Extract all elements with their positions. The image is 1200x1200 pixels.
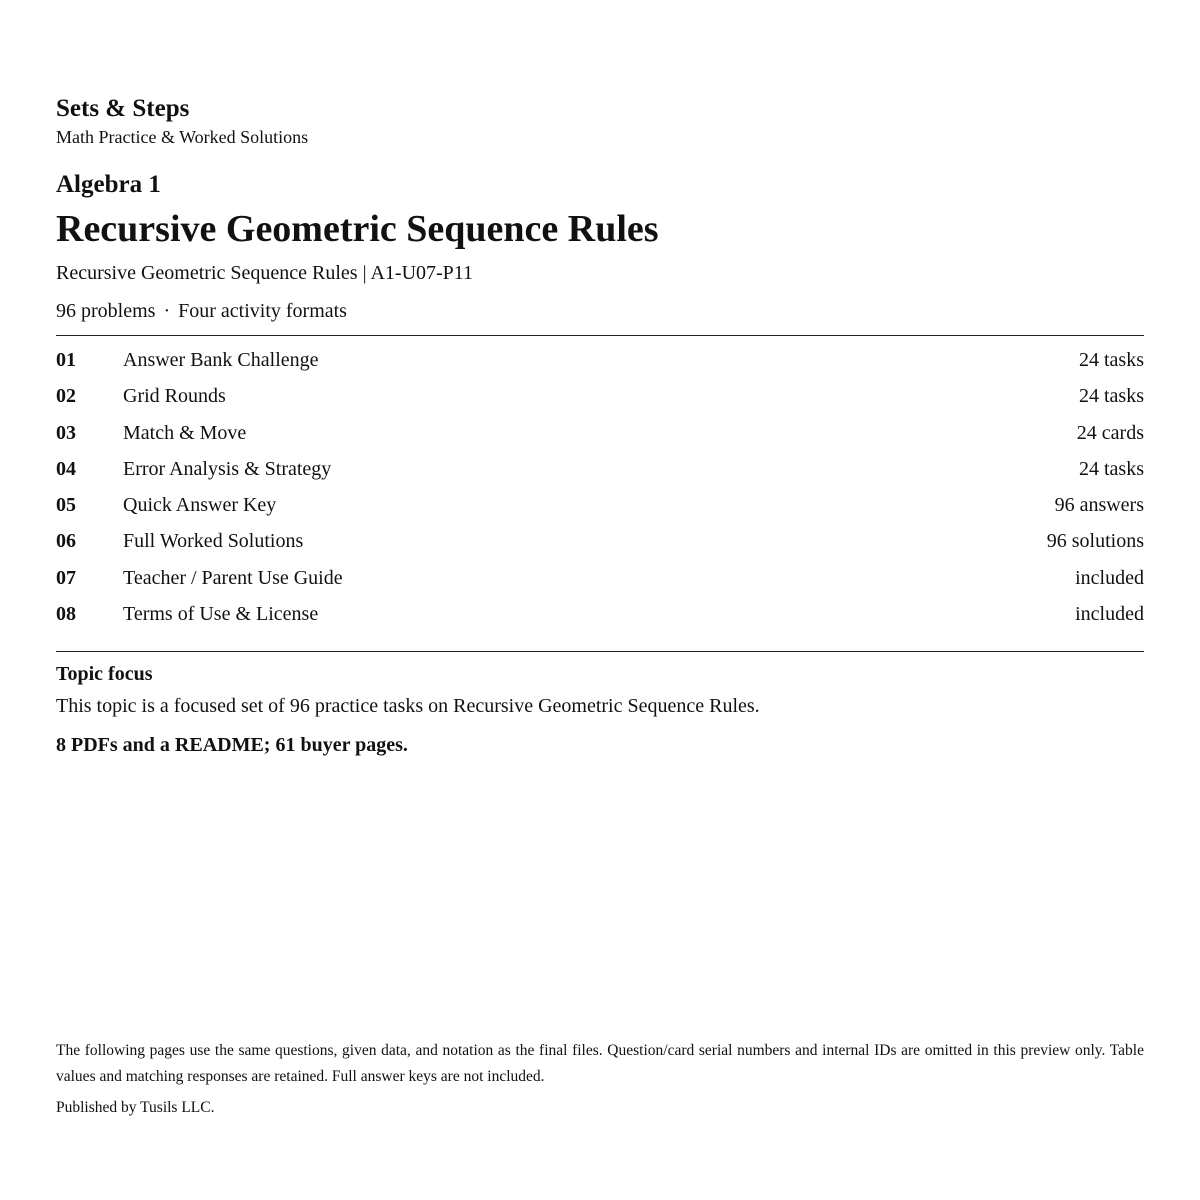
contents-row-title: Quick Answer Key — [123, 494, 277, 517]
contents-row-title: Terms of Use & License — [123, 603, 319, 626]
problem-count: 96 problems — [56, 300, 156, 322]
contents-row — [56, 378, 1144, 414]
contents-row-count: included — [1075, 603, 1144, 626]
contents-row-number: 08 — [56, 603, 76, 626]
brand-name: Sets & Steps — [56, 95, 190, 122]
contents-list — [56, 342, 1144, 632]
product-code-line: Recursive Geometric Sequence Rules | A1-U07-P11 — [56, 262, 474, 284]
brand-tagline: Math Practice & Worked Solutions — [56, 127, 309, 147]
contents-row-number: 06 — [56, 530, 76, 553]
contents-row-count: 96 solutions — [1046, 530, 1144, 553]
contents-row — [56, 451, 1144, 487]
contents-row-number: 03 — [56, 421, 76, 444]
product-preview-page — [56, 0, 1144, 1200]
contents-row-count: 24 tasks — [1079, 457, 1144, 480]
contents-row-title: Grid Rounds — [123, 385, 226, 408]
contents-top-divider — [56, 335, 1144, 336]
product-summary — [56, 299, 347, 323]
contents-row-number: 02 — [56, 385, 76, 408]
contents-row-count: 24 tasks — [1079, 385, 1144, 408]
page-title: Recursive Geometric Sequence Rules — [56, 208, 659, 250]
summary-separator: · — [163, 300, 171, 322]
contents-bottom-divider — [56, 651, 1144, 652]
contents-row-count: 96 answers — [1054, 494, 1144, 517]
course-subject: Algebra 1 — [56, 171, 161, 198]
contents-row-title: Teacher / Parent Use Guide — [123, 566, 343, 589]
contents-row — [56, 560, 1144, 596]
contents-row-count: 24 tasks — [1079, 349, 1144, 371]
contents-row-number: 05 — [56, 494, 76, 517]
contents-row — [56, 487, 1144, 523]
file-summary: 8 PDFs and a README; 61 buyer pages. — [56, 734, 408, 756]
contents-row-number: 04 — [56, 457, 76, 480]
contents-row-title: Error Analysis & Strategy — [123, 457, 332, 480]
contents-row-number: 01 — [56, 349, 76, 371]
contents-row-title: Match & Move — [123, 421, 247, 444]
contents-row-number: 07 — [56, 566, 76, 589]
contents-row — [56, 523, 1144, 559]
format-count: Four activity formats — [178, 300, 347, 322]
contents-row-title: Full Worked Solutions — [123, 530, 304, 553]
topic-focus-heading: Topic focus — [56, 663, 153, 685]
contents-row — [56, 596, 1144, 632]
contents-row-title: Answer Bank Challenge — [123, 349, 319, 371]
topic-focus-text: This topic is a focused set of 96 practice tasks on Recursive Geometric Sequence Rules. — [56, 695, 760, 717]
contents-row-count: included — [1075, 566, 1144, 589]
contents-row — [56, 415, 1144, 451]
publisher-line: Published by Tusils LLC. — [56, 1099, 215, 1116]
preview-disclaimer: The following pages use the same questions, given data, and notation as the final files. Question/card serial numbers and internal IDs are omitted in this preview only. Table values and matching responses are retained. Full answer keys are not included. — [56, 1042, 1144, 1085]
contents-row-count: 24 cards — [1076, 421, 1144, 444]
contents-row — [56, 342, 1144, 378]
